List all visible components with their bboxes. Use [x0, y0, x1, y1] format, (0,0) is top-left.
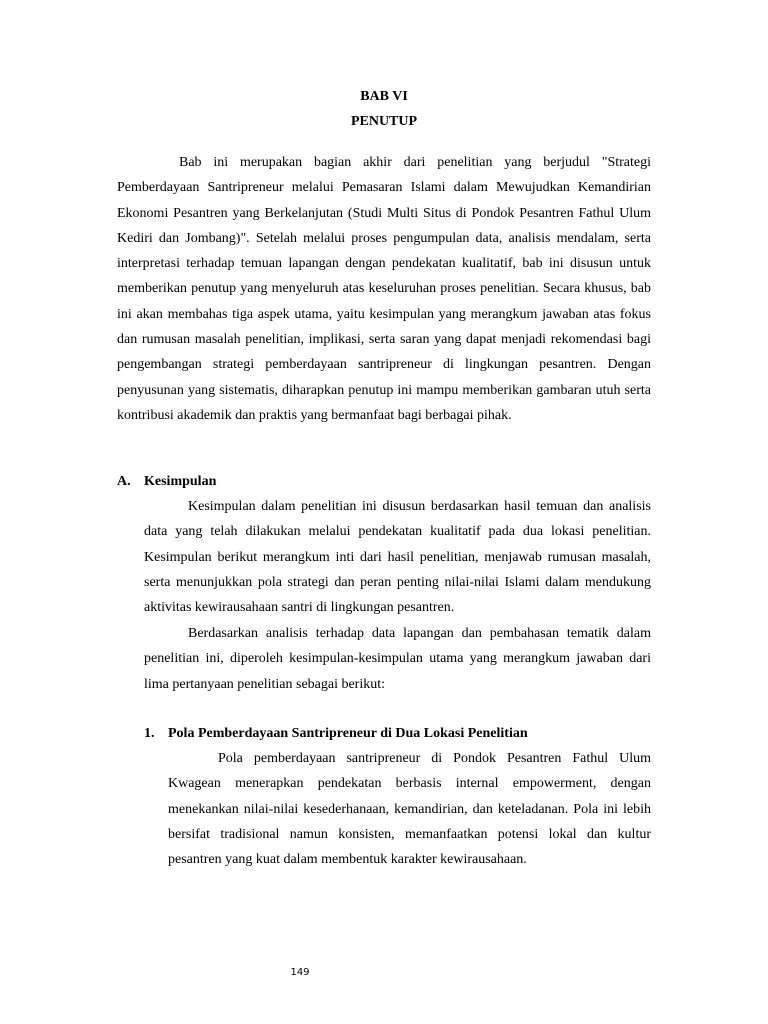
subsection-1-title: Pola Pemberdayaan Santripreneur di Dua Lokasi Penelitian — [168, 726, 528, 741]
page-number: 149 — [290, 967, 310, 978]
subsection-1-paragraph: Pola pemberdayaan santripreneur di Pondok Pesantren Fathul Ulum Kwagean menerapkan pendekatan berbasis internal empowerment, dengan menekankan nilai-nilai kesederhanaan, kemandirian, dan keteladanan. Pola ini lebih bersifat tradisional namun konsisten, memanfaatkan potensi lokal dan kultur pesantren yang kuat dalam membentuk karakter kewirausahaan. — [168, 751, 651, 868]
section-a-paragraph-2: Berdasarkan analisis terhadap data lapangan dan pembahasan tematik dalam penelitian ini, diperoleh kesimpulan-kesimpulan utama yang merangkum jawaban dari lima pertanyaan penelitian sebagai berikut: — [144, 626, 651, 692]
subsection-1-heading — [144, 726, 528, 742]
chapter-number: BAB VI — [360, 89, 408, 104]
section-a-title: Kesimpulan — [144, 474, 217, 489]
section-a-heading — [117, 474, 216, 490]
chapter-title: PENUTUP — [350, 114, 418, 129]
intro-paragraph: Bab ini merupakan bagian akhir dari penelitian yang berjudul "Strategi Pemberdayaan Santripreneur melalui Pemasaran Islami dalam Mewujudkan Kemandirian Ekonomi Pesantren yang Berkelanjutan (Studi Multi Situs di Pondok Pesantren Fathul Ulum Kediri dan Jombang)". Setelah melalui proses pengumpulan data, analisis mendalam, serta interpretasi terhadap temuan lapangan dengan pendekatan kualitatif, bab ini disusun untuk memberikan penutup yang menyeluruh atas keseluruhan proses penelitian. Secara khusus, bab ini akan membahas tiga aspek utama, yaitu kesimpulan yang merangkum jawaban atas fokus dan rumusan masalah penelitian, implikasi, serta saran yang dapat menjadi rekomendasi bagi pengembangan strategi pemberdayaan santripreneur di lingkungan pesantren. Dengan penyusunan yang sistematis, diharapkan penutup ini mampu memberikan gambaran utuh serta kontribusi akademik dan praktis yang bermanfaat bagi berbagai pihak. — [117, 155, 651, 423]
section-a-paragraph-1: Kesimpulan dalam penelitian ini disusun berdasarkan hasil temuan dan analisis data yang telah dilakukan melalui pendekatan kualitatif pada dua lokasi penelitian. Kesimpulan berikut merangkum inti dari hasil penelitian, menjawab rumusan masalah, serta menunjukkan pola strategi dan peran penting nilai-nilai Islami dalam mendukung aktivitas kewirausahaan santri di lingkungan pesantren. — [144, 499, 651, 616]
subsection-1-number: 1. — [144, 726, 155, 741]
section-a-number: A. — [117, 474, 131, 489]
